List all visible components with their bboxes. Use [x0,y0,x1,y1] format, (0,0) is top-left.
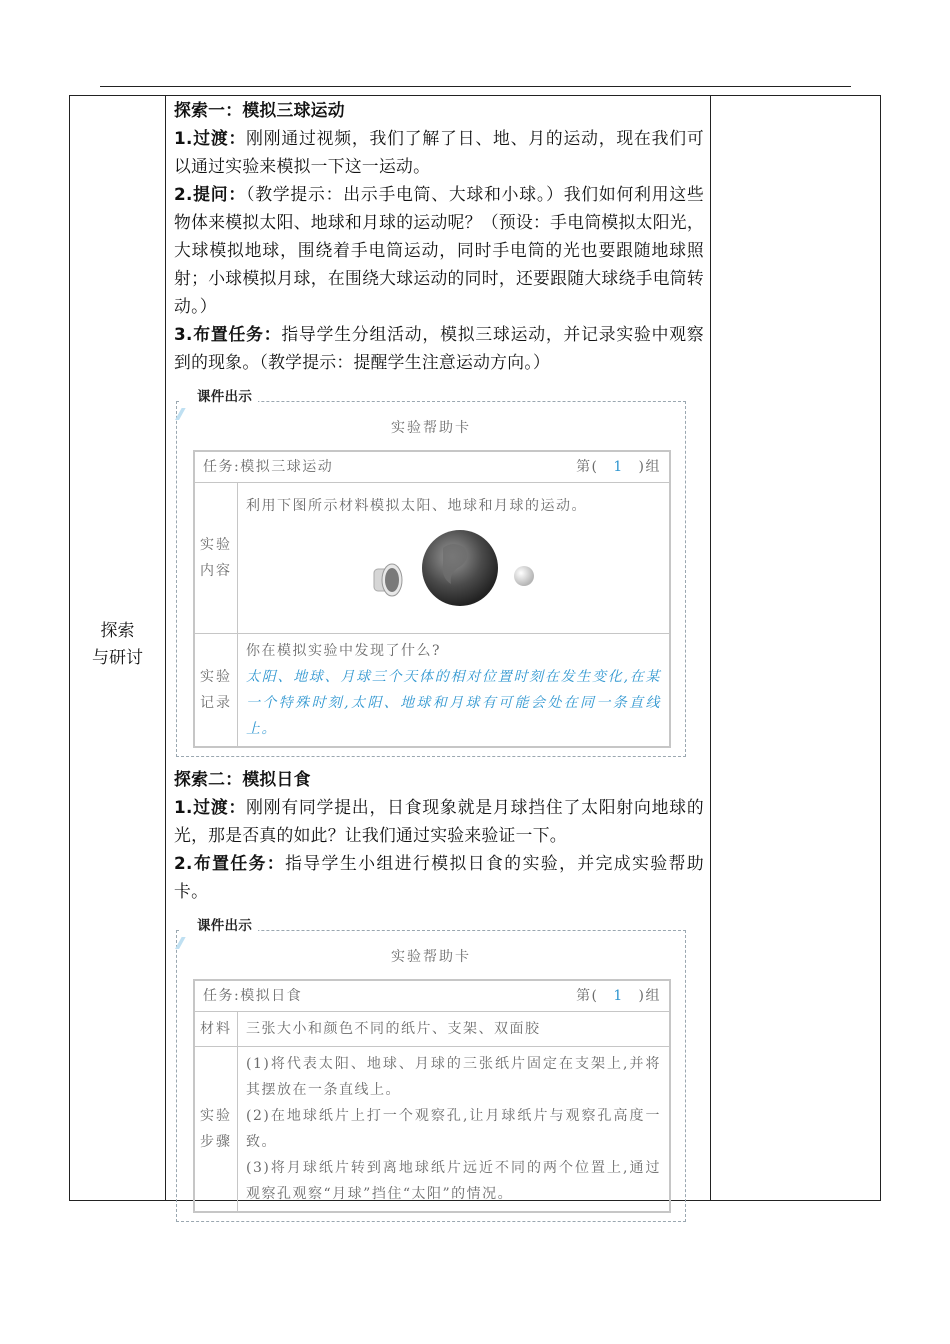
content-text: 利用下图所示材料模拟太阳、地球和月球的运动。 [246,498,587,514]
section1-item-1: 1.过渡：刚刚通过视频，我们了解了日、地、月的运动，现在我们可以通过实验来模拟一下这一运动。 [174,128,704,176]
lesson-content [174,96,704,1222]
section1-heading: 探索一：模拟三球运动 [174,100,345,120]
courseware-tag: 课件出示 [181,915,258,937]
group-number: 第( 1 )组 [576,988,661,1004]
record-row [195,633,669,746]
record-question: 你在模拟实验中发现了什么? [246,643,442,659]
task-row: 任务:模拟三球运动 第( 1 )组 [195,452,669,482]
card-title: 实验帮助卡 [391,949,471,965]
step-item: (1)将代表太阳、地球、月球的三张纸片固定在支架上,并将其摆放在一条直线上。 [246,1056,661,1098]
section1-item-3: 3.布置任务：指导学生分组活动，模拟三球运动，并记录实验中观察到的现象。（教学提示：提醒学生注意运动方向。） [174,324,705,372]
earth-icon [422,530,498,606]
moon-icon [514,566,534,586]
step-item: (2)在地球纸片上打一个观察孔,让月球纸片与观察孔高度一致。 [246,1108,661,1150]
stage-label-line1: 探索 [100,621,135,641]
help-card-1 [176,389,686,757]
content-head: 实验内容 [195,483,238,633]
record-answer: 太阳、地球、月球三个天体的相对位置时刻在发生变化,在某一个特殊时刻,太阳、地球和月球有可能会处在同一条直线上。 [246,669,661,737]
flashlight-icon [374,564,402,596]
task-label: 任务 [203,988,234,1004]
section2-item-2: 2.布置任务：指导学生小组进行模拟日食的实验，并完成实验帮助卡。 [174,853,705,901]
courseware-tag: 课件出示 [181,386,258,408]
card-title: 实验帮助卡 [391,420,471,436]
task-row: 任务:模拟日食 第( 1 )组 [195,981,669,1011]
stage-label-line2: 与研讨 [92,648,143,668]
material-head: 材料 [195,1012,238,1046]
card-table [193,450,671,748]
stage-label [70,618,165,672]
section2-item-1: 1.过渡：刚刚有同学提出，日食现象就是月球挡住了太阳射向地球的光，那是否真的如此？让我们通过实验来验证一下。 [174,797,704,845]
task-text: 模拟日食 [240,988,303,1004]
steps-row [195,1046,669,1211]
header-rule [100,86,851,87]
flashlight-earth-moon-illustration [368,523,568,613]
group-number: 第( 1 )组 [576,459,661,475]
step-item: (3)将月球纸片转到离地球纸片远近不同的两个位置上,通过观察孔观察“月球”挡住“太阳”的情况。 [246,1160,661,1202]
task-text: 模拟三球运动 [240,459,334,475]
steps-head: 实验步骤 [195,1047,238,1211]
section2-heading: 探索二：模拟日食 [174,769,311,789]
column-divider-left [165,96,166,1200]
section1-item-2: 2.提问：（教学提示：出示手电筒、大球和小球。）我们如何利用这些物体来模拟太阳、地球和月球的运动呢？（预设：手电筒模拟太阳光，大球模拟地球，围绕着手电筒运动，同时手电筒的光也要跟随地球照射；小球模拟月球，在围绕大球运动的同时，还要跟随大球绕手电筒转动。） [174,184,705,316]
column-divider-right [710,96,711,1200]
card-table [193,979,671,1213]
content-row [195,482,669,633]
help-card-2 [176,918,686,1222]
task-label: 任务 [203,459,234,475]
record-head: 实验记录 [195,634,238,746]
material-row [195,1011,669,1046]
material-text: 三张大小和颜色不同的纸片、支架、双面胶 [246,1021,541,1037]
